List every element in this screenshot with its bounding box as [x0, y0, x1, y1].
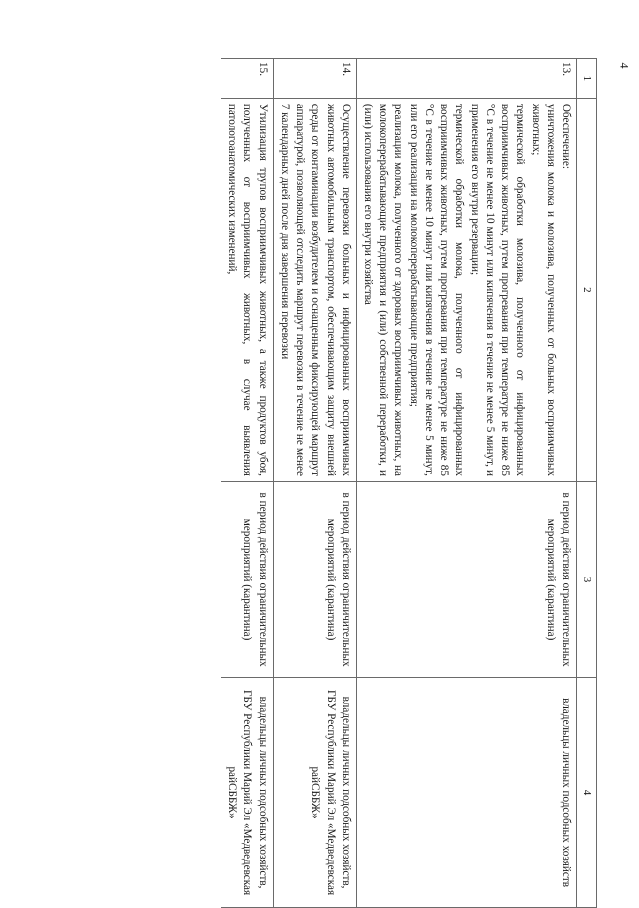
row-responsible — [273, 678, 356, 908]
measure-line: реализации молока, полученного от здоровых восприимчивых животных, на молокоперерабатывающие предприятия и (или) собственной переработки, и (или) использования его внутри хозяйства — [362, 103, 405, 476]
header-row — [577, 59, 597, 908]
measure-line: термической обработки молока, полученного от инфицированных восприимчивых животных, путем прогревания при температуре не ниже 85 °С в течение не менее 10 минут или кипячения в течение не менее 5 минут, или его реализации на молокоперерабатывающие предприятия; — [407, 103, 466, 476]
row-period: в период действия ограничительных мероприятий (карантина) — [221, 481, 273, 677]
responsible-line: владельцы личных подсобных хозяйств, — [256, 696, 269, 889]
header-col-2: 2 — [577, 98, 597, 481]
header-col-1: 1 — [577, 59, 597, 99]
responsible-line: ГБУ Республики Марий Эл «Медведевская райСББЖ» — [309, 689, 337, 896]
row-measure — [273, 98, 356, 481]
row-responsible — [221, 678, 273, 908]
table-body — [221, 59, 577, 908]
row-measure — [221, 98, 273, 481]
responsible-line: владельцы личных подсобных хозяйств — [560, 698, 573, 888]
table-row — [273, 59, 356, 908]
responsible-line: владельцы личных подсобных хозяйств, — [339, 696, 352, 889]
measure-line: Осуществление перевозки больных и инфицированных восприимчивых животных автомобильным транспортом, обеспечивающим защиту внешней среды от контаминации возбудителем и оснащенным фиксирующей маршрут аппаратурой, позволяющей отследить маршрут перевозки в течение не менее 7 календарных дней после дня завершения перевозки — [278, 103, 352, 476]
row-number: 15. — [221, 59, 273, 99]
table-header — [577, 59, 597, 908]
row-period: в период действия ограничительных мероприятий (карантина) — [356, 481, 576, 677]
page-number: 4 — [617, 62, 632, 69]
table-row — [356, 59, 576, 908]
row-measure — [356, 98, 576, 481]
table-row — [221, 59, 273, 908]
measure-line: уничтожения молока и молозива, полученных от больных восприимчивых животных; — [529, 103, 557, 476]
header-col-3: 3 — [577, 481, 597, 677]
responsible-line: ГБУ Республики Марий Эл «Медведевская райСББЖ» — [226, 689, 254, 896]
measure-line: Обеспечение: — [560, 103, 573, 169]
row-responsible — [356, 678, 576, 908]
row-number: 13. — [356, 59, 576, 99]
row-number: 14. — [273, 59, 356, 99]
measure-line: термической обработки молозива, полученного от инфицированных восприимчивых животных, путем прогревания при температуре не ниже 85 °С в течение не менее 10 минут или кипячения в течение не менее 5 минут, и применения его внутри резервации; — [468, 103, 527, 476]
header-col-4: 4 — [577, 678, 597, 908]
measures-table — [221, 58, 597, 908]
measure-line: Утилизация трупов восприимчивых животных, а также продуктов убоя, полученных от восприимчивых животных, в случае выявления патологоанатомических изменений, — [226, 103, 269, 476]
row-period: в период действия ограничительных мероприятий (карантина) — [273, 481, 356, 677]
